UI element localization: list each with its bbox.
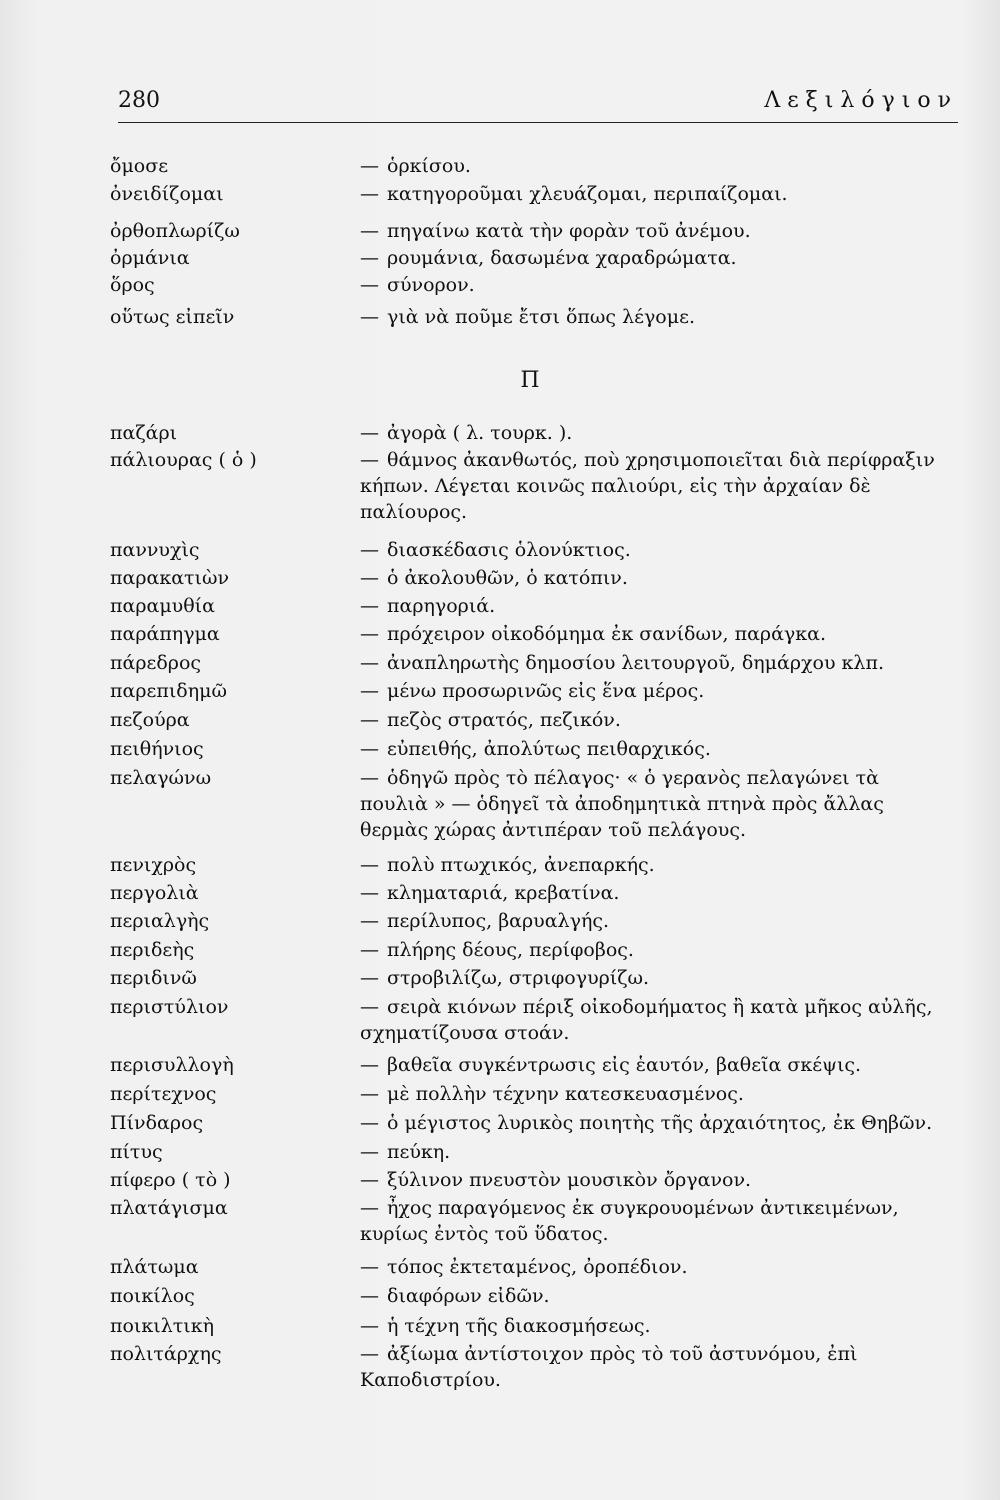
entry-definition-text: ὁ μέγιστος λυρικὸς ποιητὴς τῆς ἀρχαιότητος, ἐκ Θηβῶν. [387, 1112, 933, 1134]
entry-term: ὄμοσε [110, 155, 169, 177]
entry-dash: — [360, 1141, 379, 1163]
entry-definition [360, 908, 950, 934]
entry-definition-text: ἦχος παραγόμενος ἐκ συγκρουομένων ἀντικειμένων, κυρίως ἐντὸς τοῦ ὕδατος. [360, 1197, 899, 1245]
entry-dash: — [360, 854, 379, 876]
entry-dash: — [360, 709, 379, 731]
entry-definition [360, 1139, 950, 1165]
entry-dash: — [360, 567, 379, 589]
entry-dash: — [360, 1343, 379, 1365]
entry-definition-text: βαθεῖα συγκέντρωσις εἰς ἑαυτόν, βαθεῖα σκέψις. [387, 1054, 862, 1076]
entry-definition-text: σύνορον. [387, 274, 475, 296]
entry-definition-text: μένω προσωρινῶς εἰς ἕνα μέρος. [387, 680, 705, 702]
entry-dash: — [360, 274, 379, 296]
entry-definition-text: πλήρης δέους, περίφοβος. [387, 939, 634, 961]
entry-definition-text: πηγαίνω κατὰ τὴν φορὰν τοῦ ἀνέμου. [387, 220, 751, 242]
entry-dash: — [360, 1315, 379, 1337]
entry-definition [360, 1052, 950, 1078]
entry-definition [360, 1341, 950, 1393]
entry-dash: — [360, 623, 379, 645]
entry-definition-text: σειρὰ κιόνων πέριξ οἰκοδομήματος ἢ κατὰ μῆκος αὐλῆς, σχηματίζουσα στοάν. [360, 996, 933, 1044]
entry-term: παννυχὶς [110, 539, 200, 561]
entry-definition-text: ὁδηγῶ πρὸς τὸ πέλαγος· « ὁ γερανὸς πελαγώνει τὰ πουλιὰ » — ὁδηγεῖ τὰ ἀποδημητικὰ πτηνὰ πρὸς ἄλλας θερμὰς χώρας ἀντιπέραν τοῦ πελάγους. [360, 767, 884, 841]
entry-term: οὕτως εἰπεῖν [110, 306, 235, 328]
entry-definition-text: ὁ ἀκολουθῶν, ὁ κατόπιν. [387, 567, 628, 589]
entry-definition-text: πεζὸς στρατός, πεζικόν. [387, 709, 621, 731]
entry-dash: — [360, 1197, 379, 1219]
entry-definition-text: εὐπειθής, ἀπολύτως πειθαρχικός. [387, 738, 711, 760]
entry-definition-text: παρηγοριά. [387, 595, 496, 617]
entry-definition [360, 1167, 950, 1193]
entry-term: περιδινῶ [110, 967, 197, 989]
entry-definition [360, 852, 950, 878]
entry-dash: — [360, 939, 379, 961]
entry-definition-text: ὁρκίσου. [387, 155, 471, 177]
entry-definition [360, 765, 950, 843]
entry-definition-text: διασκέδασις ὁλονύκτιος. [387, 539, 631, 561]
entry-definition-text: μὲ πολλὴν τέχνην κατεσκευασμένος. [387, 1083, 744, 1105]
entry-definition [360, 245, 950, 271]
entry-term: παραμυθία [110, 595, 215, 617]
entry-definition-text: κατηγοροῦμαι χλευάζομαι, περιπαίζομαι. [387, 183, 788, 205]
entry-dash: — [360, 738, 379, 760]
entry-term: πελαγώνω [110, 767, 212, 789]
entry-dash: — [360, 220, 379, 242]
section-letter: Π [520, 368, 540, 393]
entry-definition [360, 153, 950, 179]
page-number: 280 [118, 88, 160, 113]
entry-definition-text: θάμνος ἀκανθωτός, ποὺ χρησιμοποιεῖται διὰ περίφραξιν κήπων. Λέγεται κοινῶς παλιούρι, εἰς τὴν ἀρχαίαν δὲ παλίουρος. [360, 449, 935, 523]
entry-definition [360, 937, 950, 963]
entry-dash: — [360, 1285, 379, 1307]
entry-term: πειθήνιος [110, 738, 204, 760]
entry-term: περισυλλογὴ [110, 1054, 234, 1076]
entry-dash: — [360, 996, 379, 1018]
entry-dash: — [360, 1054, 379, 1076]
entry-term: περιδεὴς [110, 939, 195, 961]
entry-dash: — [360, 595, 379, 617]
entry-dash: — [360, 449, 379, 471]
entry-dash: — [360, 306, 379, 328]
entry-dash: — [360, 680, 379, 702]
entry-definition [360, 537, 950, 563]
entry-definition-text: τόπος ἐκτεταμένος, ὀροπέδιον. [387, 1256, 688, 1278]
entry-definition-text: στροβιλίζω, στριφογυρίζω. [387, 967, 650, 989]
entry-definition [360, 565, 950, 591]
entry-definition-text: ἀναπληρωτὴς δημοσίου λειτουργοῦ, δημάρχου κλπ. [387, 652, 885, 674]
entry-definition [360, 678, 950, 704]
entry-dash: — [360, 247, 379, 269]
entry-dash: — [360, 183, 379, 205]
running-title: Λεξιλόγιον [764, 88, 958, 113]
entry-dash: — [360, 767, 379, 789]
entry-term: περγολιὰ [110, 882, 199, 904]
entry-dash: — [360, 910, 379, 932]
entry-dash: — [360, 422, 379, 444]
entry-definition-text: περίλυπος, βαρυαλγής. [387, 910, 610, 932]
entry-term: Πίνδαρος [110, 1112, 204, 1134]
entry-term: παρακατιὼν [110, 567, 230, 589]
entry-definition [360, 420, 950, 446]
entry-definition [360, 650, 950, 676]
entry-definition [360, 621, 950, 647]
entry-definition [360, 880, 950, 906]
entry-term: ποικίλος [110, 1285, 195, 1307]
entry-definition-text: πολὺ πτωχικός, ἀνεπαρκής. [387, 854, 655, 876]
entry-definition [360, 1081, 950, 1107]
entry-term: πλατάγισμα [110, 1197, 228, 1219]
entry-term: πολιτάρχης [110, 1343, 222, 1365]
entry-definition-text: πεύκη. [387, 1141, 451, 1163]
entry-definition [360, 994, 950, 1046]
entry-definition-text: πρόχειρον οἰκοδόμημα ἐκ σανίδων, παράγκα. [387, 623, 827, 645]
entry-term: πάλιουρας ( ὁ ) [110, 449, 257, 471]
entry-term: περίτεχνος [110, 1083, 217, 1105]
entry-term: ὀνειδίζομαι [110, 183, 224, 205]
entry-dash: — [360, 1169, 379, 1191]
entry-definition [360, 736, 950, 762]
entry-term: παζάρι [110, 422, 178, 444]
entry-definition [360, 1110, 950, 1136]
entry-definition [360, 304, 950, 330]
entry-dash: — [360, 1112, 379, 1134]
entry-term: περιαλγὴς [110, 910, 210, 932]
entry-term: ὅρος [110, 274, 155, 296]
entry-dash: — [360, 882, 379, 904]
entry-term: πίτυς [110, 1141, 163, 1163]
entry-term: πάρεδρος [110, 652, 202, 674]
entry-term: ὀρμάνια [110, 247, 190, 269]
entry-definition [360, 181, 950, 207]
entry-definition [360, 447, 950, 525]
entry-definition [360, 1254, 950, 1280]
entry-definition [360, 965, 950, 991]
entry-definition [360, 707, 950, 733]
entry-term: πλάτωμα [110, 1256, 199, 1278]
entry-definition-text: ἡ τέχνη τῆς διακοσμήσεως. [387, 1315, 651, 1337]
entry-dash: — [360, 1083, 379, 1105]
entry-definition-text: ξύλινον πνευστὸν μουσικὸν ὄργανον. [387, 1169, 752, 1191]
entry-definition [360, 593, 950, 619]
entry-definition-text: γιὰ νὰ ποῦμε ἔτσι ὅπως λέγομε. [387, 306, 695, 328]
entry-definition [360, 1195, 950, 1247]
entry-definition [360, 1313, 950, 1339]
entry-term: πενιχρὸς [110, 854, 197, 876]
entry-term: ποικιλτικὴ [110, 1315, 214, 1337]
entry-definition-text: ἀγορὰ ( λ. τουρκ. ). [387, 422, 573, 444]
entry-dash: — [360, 1256, 379, 1278]
entry-definition [360, 272, 950, 298]
entry-dash: — [360, 155, 379, 177]
entry-definition-text: ρουμάνια, δασωμένα χαραδρώματα. [387, 247, 737, 269]
entry-term: ὀρθοπλωρίζω [110, 220, 240, 242]
entry-definition-text: κληματαριά, κρεβατίνα. [387, 882, 620, 904]
entry-term: πεζούρα [110, 709, 190, 731]
entry-definition-text: διαφόρων εἰδῶν. [387, 1285, 550, 1307]
entry-definition [360, 218, 950, 244]
entry-dash: — [360, 967, 379, 989]
entry-definition-text: ἀξίωμα ἀντίστοιχον πρὸς τὸ τοῦ ἀστυνόμου, ἐπὶ Καποδιστρίου. [360, 1343, 858, 1391]
entry-term: παρεπιδημῶ [110, 680, 227, 702]
entry-term: πίφερο ( τὸ ) [110, 1169, 231, 1191]
entry-dash: — [360, 539, 379, 561]
entry-term: περιστύλιον [110, 996, 229, 1018]
entry-dash: — [360, 652, 379, 674]
entry-term: παράπηγμα [110, 623, 220, 645]
entry-definition [360, 1283, 950, 1309]
